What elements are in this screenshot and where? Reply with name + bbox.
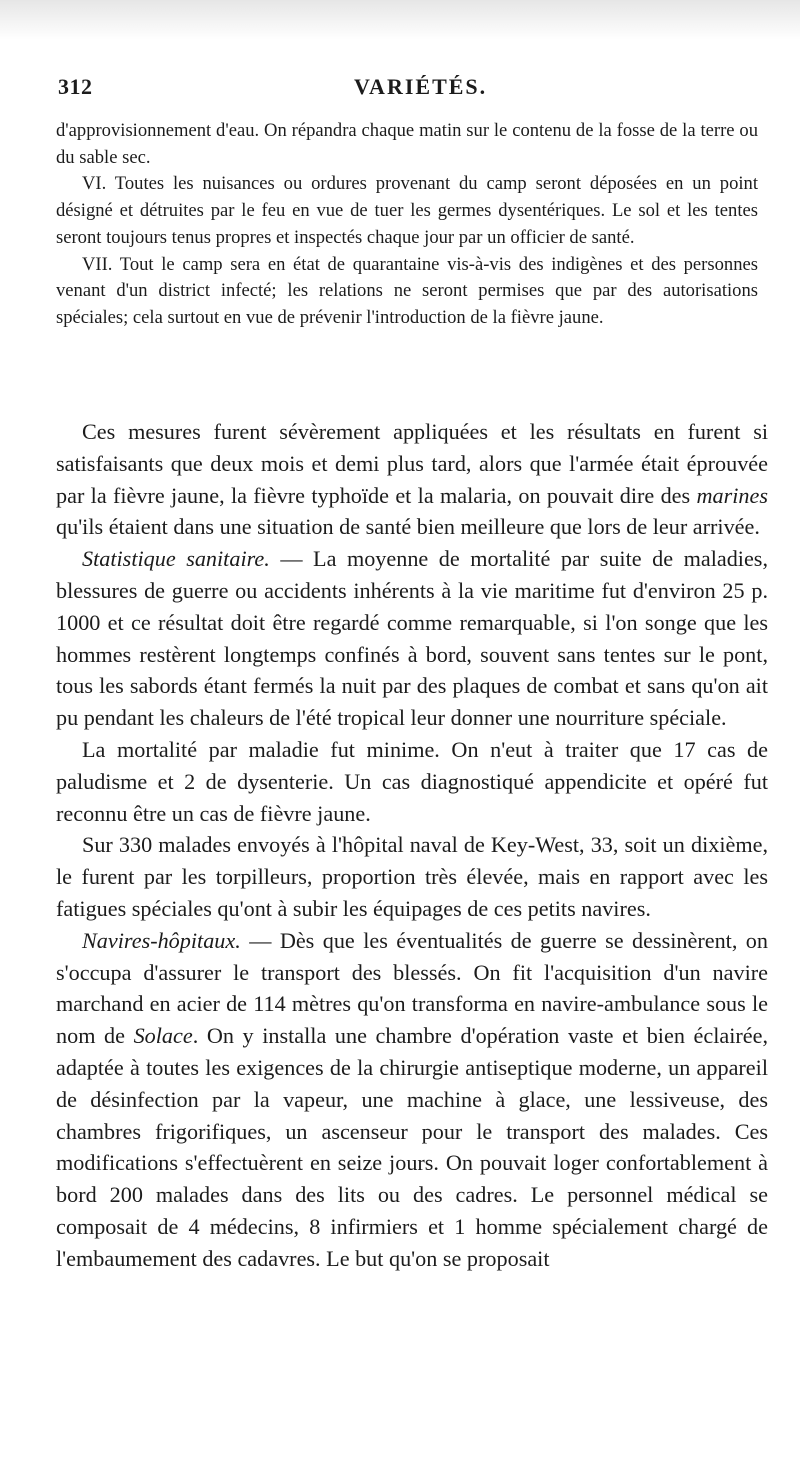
main-text (56, 416, 768, 1275)
regulation-continuation: d'approvisionnement d'eau. On répandra chaque matin sur le contenu de la fosse de la terre ou du sable sec. (56, 120, 758, 168)
paragraph-mortality: La mortalité par maladie fut minime. On n'eut à traiter que 17 cas de paludisme et 2 de dysenterie. Un cas diagnostiqué appendicite et opéré fut reconnu être un cas de fièvre jaune. (56, 736, 768, 826)
paragraph-measures-text-1: Ces mesures furent sévèrement appliquées et les résultats en furent si satisfaisants que deux mois et demi plus tard, alors que l'armée était éprouvée par la fièvre jaune, la fièvre typhoïde et la malaria, on pouvait dire des (56, 419, 768, 508)
paragraph-key-west: Sur 330 malades envoyés à l'hôpital naval de Key-West, 33, soit un dixième, le furent par les torpilleurs, proportion très élevée, mais en rapport avec les fatigues spéciales qu'ont à subir les équipages de ces petits navires. (56, 832, 768, 921)
paragraph-measures-text-2: qu'ils étaient dans une situation de santé bien meilleure que lors de leur arrivée. (56, 514, 760, 540)
regulations-block (56, 118, 758, 332)
regulation-item-vii: VII. Tout le camp sera en état de quarantaine vis-à-vis des indigènes et des personnes venant d'un district infecté; les relations ne seront permises que par des autorisations spéciales; cela surtout en vue de prévenir l'introduction de la fièvre jaune. (56, 253, 758, 328)
ship-name-solace: Solace (133, 1023, 193, 1049)
page-header (58, 74, 758, 106)
paragraph-measures-italic: marines (696, 482, 768, 508)
paragraph-statistics (56, 543, 768, 734)
page-number: 312 (58, 74, 93, 99)
paragraph-hospital-ships-text-2: . On y installa une chambre d'opération vaste et bien éclairée, adaptée à toutes les exigences de la chirurgie antiseptique moderne, un appareil de désinfection par la vapeur, une machine à glace, une lessiveuse, des chambres frigorifiques, un ascenseur pour le transport des malades. Ces modifications s'effectuèrent en seize jours. On pouvait loger confortablement à bord 200 malades dans des lits ou des cadres. Le personnel médical se composait de 4 médecins, 8 infirmiers et 1 homme spécialement chargé de l'embaumement des cadavres. Le but qu'on se proposait (56, 1023, 769, 1271)
paragraph-statistics-text: — La moyenne de mortalité par suite de maladies, blessures de guerre ou accidents inhérents à la vie maritime fut d'environ 25 p. 1000 et ce résultat doit être regardé comme remarquable, si l'on songe que les hommes restèrent longtemps confinés à bord, souvent sans tentes sur le pont, tous les sabords étant fermés la nuit par des plaques de combat et sans qu'on ait pu pendant les chaleurs de l'été tropical leur donner une nourriture spéciale. (56, 546, 768, 731)
running-title: VARIÉTÉS. (354, 74, 488, 99)
paragraph-hospital-ships (56, 925, 768, 1275)
paragraph-measures (56, 416, 768, 543)
section-lead-statistique: Statistique sanitaire. (82, 546, 270, 572)
paragraph-hospital-ships-text-1: — Dès que les éventualités de guerre se dessinèrent, on s'occupa d'assurer le transport des blessés. On fit l'acquisition d'un navire marchand en acier de 114 mètres qu'on transforma en navire-ambulance sous le nom de (56, 927, 768, 1049)
regulation-item-vi: VI. Toutes les nuisances ou ordures provenant du camp seront déposées en un point désigné et détruites par le feu en vue de tuer les germes dysentériques. Le sol et les tentes seront toujours tenus propres et inspectés chaque jour par un officier de santé. (56, 173, 758, 248)
page-top-edge (0, 0, 800, 40)
section-lead-navires: Navires-hôpitaux. (82, 927, 241, 953)
